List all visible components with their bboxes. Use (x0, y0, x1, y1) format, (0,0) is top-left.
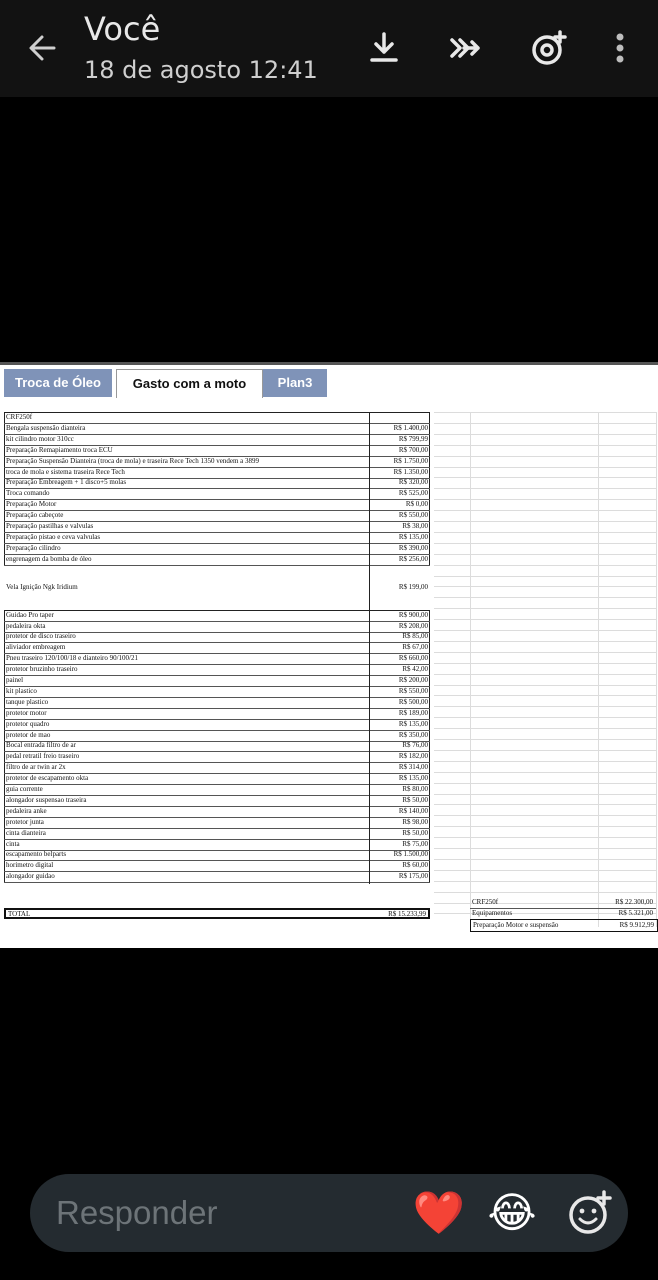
item-value: R$ 182,00 (398, 752, 428, 761)
back-arrow-icon[interactable] (24, 30, 60, 66)
item-label: Bengala suspensão dianteira (6, 423, 86, 432)
summary-label: Preparação Motor e suspensão (473, 920, 559, 929)
download-icon[interactable] (364, 28, 404, 68)
item-value: R$ 175,00 (398, 872, 428, 881)
gridline (434, 848, 656, 849)
item-value: R$ 80,00 (402, 785, 428, 793)
gridline (434, 565, 656, 566)
item-value: R$ 525,00 (398, 489, 428, 498)
gridline (434, 695, 656, 696)
gridline (434, 467, 656, 468)
table-row (4, 871, 430, 883)
item-label: troca de mola e sistema traseira Rece Tech (6, 467, 125, 476)
gridline (434, 488, 656, 489)
item-value: R$ 60,00 (402, 861, 428, 870)
gridline (434, 663, 656, 664)
item-value: R$ 76,00 (402, 741, 428, 750)
gridline (434, 423, 656, 424)
item-value: R$ 189,00 (398, 708, 428, 717)
gridline (434, 456, 656, 457)
column-divider (369, 412, 370, 884)
gridline (434, 532, 656, 533)
item-label: Bocal entrada filtro de ar (6, 741, 76, 750)
item-label: pedaleira okta (6, 621, 46, 630)
item-label: filtro de ar twin ar 2x (6, 763, 66, 772)
gridline (434, 434, 656, 435)
gridline (434, 750, 656, 751)
item-value: R$ 42,00 (402, 665, 428, 674)
reply-bar (30, 1174, 628, 1252)
item-value: R$ 98,00 (402, 817, 428, 826)
gridline (434, 630, 656, 631)
gridline (434, 619, 656, 620)
item-label: protetor de escapamento okta (6, 774, 89, 783)
item-label: Vela Ignição Ngk Iridium (6, 583, 78, 592)
item-value: R$ 50,00 (402, 795, 428, 804)
gridline (434, 804, 656, 805)
item-value: R$ 75,00 (402, 839, 428, 848)
item-label: Preparação pistao e ceva valvulas (6, 532, 101, 541)
gridline (434, 837, 656, 838)
item-value: R$ 1.350,00 (393, 467, 428, 476)
gridline (434, 412, 656, 413)
item-value: R$ 320,00 (398, 478, 428, 487)
timestamp: 18 de agosto 12:41 (84, 56, 318, 84)
item-label: Guidao Pro taper (6, 610, 54, 619)
item-label: cinta dianteira (6, 828, 46, 837)
gridline (434, 892, 656, 893)
gridline (434, 859, 656, 860)
story-header (0, 0, 658, 97)
gridline (434, 881, 656, 882)
gridline (434, 477, 656, 478)
item-value: R$ 1.500,00 (393, 850, 428, 859)
gridline (434, 597, 656, 598)
item-value: R$ 700,00 (398, 445, 428, 454)
table-row (4, 565, 430, 611)
item-value: R$ 200,00 (398, 676, 428, 684)
item-label: Pneu traseiro 120/100/18 e dianteiro 90/100/21 (6, 654, 139, 663)
heart-reaction-icon[interactable]: ❤️ (412, 1188, 466, 1237)
item-label: Preparação pastilhas e valvulas (6, 522, 94, 530)
gridline (434, 815, 656, 816)
item-value: R$ 1.400,00 (393, 423, 428, 432)
item-value: R$ 550,00 (398, 686, 428, 695)
sheet-tabs (0, 362, 658, 399)
item-label: kit plastico (6, 686, 37, 695)
item-value: R$ 799,99 (398, 434, 428, 443)
gridline (434, 652, 656, 653)
gridline (434, 772, 656, 773)
item-label: Preparação cilindro (6, 543, 61, 552)
forward-icon[interactable] (444, 28, 484, 68)
item-label: engrenagem da bomba de óleo (6, 554, 92, 563)
total-row (4, 908, 430, 919)
item-value: R$ 314,00 (398, 763, 428, 772)
gridline (434, 783, 656, 784)
item-label: escapamento belparts (6, 850, 67, 859)
item-value: R$ 390,00 (398, 543, 428, 552)
spreadsheet-photo (0, 362, 658, 948)
item-label: Preparação cabeçote (6, 511, 64, 520)
item-label: aliviador embreagem (6, 643, 66, 652)
item-label: protetor quadro (6, 719, 50, 728)
item-label: protetor de mao (6, 730, 51, 739)
gridline (434, 794, 656, 795)
item-label: kit cilindro motor 310cc (6, 434, 74, 443)
gridline (434, 445, 656, 446)
item-label: Troca comando (6, 489, 50, 498)
summary-value: R$ 22.300,00 (615, 898, 653, 907)
item-label: protetor motor (6, 708, 47, 717)
item-label: CRF250f (6, 413, 33, 421)
item-value: R$ 900,00 (398, 610, 428, 619)
add-emoji-icon[interactable] (563, 1186, 617, 1240)
item-label: guia corrente (6, 785, 43, 793)
tab-plan3[interactable]: Plan3 (263, 369, 327, 397)
summary-label: CRF250f (472, 898, 499, 907)
item-label: alongador suspensao traseira (6, 795, 87, 804)
item-label: Preparação Suspensão Dianteira (troca de mola) e traseira Rece Tech 1350 vendem a 3899 (6, 456, 260, 465)
item-value: R$ 50,00 (402, 828, 428, 837)
gridline (434, 826, 656, 827)
item-label: pedal retratil freio traseiro (6, 752, 80, 761)
total-label: TOTAL (8, 910, 31, 919)
gridline (434, 510, 656, 511)
total-value: R$ 15.233,99 (388, 910, 426, 919)
item-value: R$ 550,00 (398, 511, 428, 520)
summary-value: R$ 9.912,99 (619, 920, 654, 929)
laugh-reaction-icon[interactable]: 😂 (487, 1188, 537, 1237)
item-label: alongador guidao (6, 872, 55, 881)
item-label: cinta (6, 839, 20, 848)
more-vert-icon[interactable] (602, 28, 642, 68)
item-value: R$ 199,00 (398, 583, 428, 592)
gridline (434, 554, 656, 555)
item-label: protetor de disco traseiro (6, 632, 76, 641)
item-value: R$ 256,00 (398, 554, 428, 563)
reply-input[interactable]: Responder (56, 1194, 218, 1231)
gridline (434, 576, 656, 577)
item-label: protetor junta (6, 817, 44, 826)
summary-row (470, 919, 658, 932)
gridline (434, 499, 656, 500)
gridline (434, 543, 656, 544)
item-value: R$ 67,00 (402, 643, 428, 652)
tab-troca-de-oleo[interactable]: Troca de Óleo (4, 369, 112, 397)
item-label: tanque plastico (6, 697, 49, 706)
summary-value: R$ 5.321,00 (618, 909, 653, 917)
item-label: horimetro digital (6, 861, 54, 870)
item-value: R$ 208,00 (398, 621, 428, 630)
item-label: pedaleira anke (6, 806, 47, 815)
item-value: R$ 350,00 (398, 730, 428, 739)
sender-name: Você (84, 10, 161, 48)
gridline (434, 728, 656, 729)
gridline (434, 870, 656, 871)
item-value: R$ 135,00 (398, 719, 428, 728)
gridline (434, 521, 656, 522)
item-value: R$ 135,00 (398, 774, 428, 783)
gridline (434, 608, 656, 609)
item-value: R$ 38,00 (402, 522, 428, 530)
gridline (434, 685, 656, 686)
item-value: R$ 500,00 (398, 697, 428, 706)
item-label: Preparação Motor (6, 500, 57, 509)
gridline (434, 706, 656, 707)
summary-label: Equipamentos (472, 909, 513, 917)
item-label: Preparação Remapiamento troca ECU (6, 445, 113, 454)
tab-gasto-com-a-moto[interactable]: Gasto com a moto (116, 369, 263, 398)
item-label: protetor bruzinho traseiro (6, 665, 78, 674)
item-value: R$ 140,00 (398, 806, 428, 815)
gridline (434, 674, 656, 675)
item-value: R$ 135,00 (398, 532, 428, 541)
gridline (434, 641, 656, 642)
gridline (656, 412, 657, 927)
gridline (434, 586, 656, 587)
add-reaction-icon[interactable] (528, 28, 568, 68)
item-value: R$ 1.750,00 (393, 456, 428, 465)
item-value: R$ 0,00 (405, 500, 428, 509)
gridline (434, 717, 656, 718)
item-value: R$ 85,00 (402, 632, 428, 641)
item-label: Preparação Embreagem + 1 disco+5 molas (6, 478, 127, 487)
item-label: painel (6, 676, 24, 684)
item-value: R$ 660,00 (398, 654, 428, 663)
gridline (434, 761, 656, 762)
gridline (434, 739, 656, 740)
